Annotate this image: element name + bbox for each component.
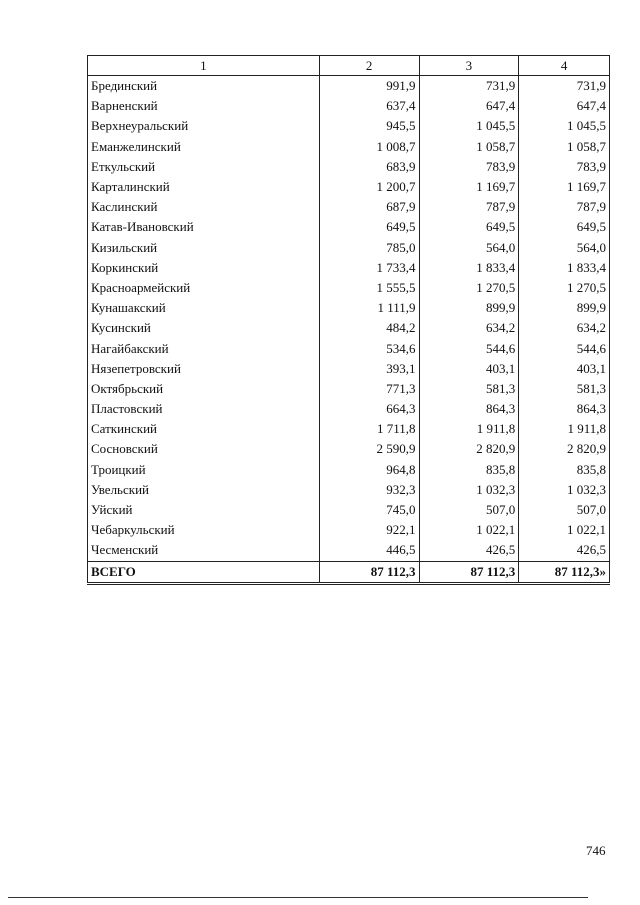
- value-col-2-cell: 393,1: [319, 359, 419, 379]
- table-row: [88, 96, 610, 116]
- district-name-cell: Варненский: [88, 96, 320, 116]
- district-name-cell: Троицкий: [88, 460, 320, 480]
- value-col-2-cell: 1 711,8: [319, 419, 419, 439]
- value-col-3-cell: 899,9: [419, 298, 519, 318]
- value-col-4-cell: 1 169,7: [519, 177, 610, 197]
- total-row: [88, 561, 610, 583]
- page-number: 746: [586, 843, 606, 858]
- district-name-cell: Саткинский: [88, 419, 320, 439]
- value-col-2-cell: 964,8: [319, 460, 419, 480]
- district-name-cell: Пластовский: [88, 399, 320, 419]
- district-name-cell: Нагайбакский: [88, 338, 320, 358]
- table-header-row: [88, 56, 610, 76]
- value-col-4-cell: 1 833,4: [519, 258, 610, 278]
- value-col-4-cell: 564,0: [519, 238, 610, 258]
- table-row: [88, 399, 610, 419]
- value-col-2-cell: 484,2: [319, 318, 419, 338]
- value-col-2-cell: 1 555,5: [319, 278, 419, 298]
- table-row: [88, 238, 610, 258]
- value-col-3-cell: 544,6: [419, 338, 519, 358]
- value-col-3-cell: 1 833,4: [419, 258, 519, 278]
- value-col-4-cell: 1 058,7: [519, 137, 610, 157]
- value-col-3-cell: 2 820,9: [419, 439, 519, 459]
- district-name-cell: Еманжелинский: [88, 137, 320, 157]
- value-col-4-cell: 835,8: [519, 460, 610, 480]
- value-col-2-cell: 637,4: [319, 96, 419, 116]
- header-col-3: 3: [419, 56, 519, 76]
- table-row: [88, 500, 610, 520]
- value-col-2-cell: 664,3: [319, 399, 419, 419]
- value-col-4-cell: 1 270,5: [519, 278, 610, 298]
- value-col-4-cell: 649,5: [519, 217, 610, 237]
- value-col-2-cell: 1 008,7: [319, 137, 419, 157]
- district-name-cell: Брединский: [88, 76, 320, 97]
- value-col-3-cell: 1 911,8: [419, 419, 519, 439]
- district-name-cell: Катав-Ивановский: [88, 217, 320, 237]
- value-col-2-cell: 683,9: [319, 157, 419, 177]
- table-row: [88, 177, 610, 197]
- value-col-4-cell: 1 022,1: [519, 520, 610, 540]
- table-row: [88, 278, 610, 298]
- value-col-3-cell: 731,9: [419, 76, 519, 97]
- value-col-4-cell: 634,2: [519, 318, 610, 338]
- value-col-4-cell: 899,9: [519, 298, 610, 318]
- total-label-cell: ВСЕГО: [88, 561, 320, 583]
- total-col-4-cell: 87 112,3»: [519, 561, 610, 583]
- value-col-3-cell: 835,8: [419, 460, 519, 480]
- value-col-4-cell: 581,3: [519, 379, 610, 399]
- table-row: [88, 217, 610, 237]
- table-row: [88, 379, 610, 399]
- table-row: [88, 480, 610, 500]
- value-col-4-cell: 731,9: [519, 76, 610, 97]
- value-col-3-cell: 403,1: [419, 359, 519, 379]
- district-name-cell: Красноармейский: [88, 278, 320, 298]
- table-row: [88, 439, 610, 459]
- table-row: [88, 338, 610, 358]
- total-col-2-cell: 87 112,3: [319, 561, 419, 583]
- value-col-4-cell: 1 911,8: [519, 419, 610, 439]
- value-col-2-cell: 785,0: [319, 238, 419, 258]
- district-name-cell: Нязепетровский: [88, 359, 320, 379]
- value-col-2-cell: 991,9: [319, 76, 419, 97]
- value-col-2-cell: 1 111,9: [319, 298, 419, 318]
- district-name-cell: Чебаркульский: [88, 520, 320, 540]
- total-col-3-cell: 87 112,3: [419, 561, 519, 583]
- table-row: [88, 258, 610, 278]
- value-col-3-cell: 426,5: [419, 540, 519, 561]
- header-col-1: 1: [88, 56, 320, 76]
- value-col-3-cell: 1 045,5: [419, 116, 519, 136]
- value-col-4-cell: 1 032,3: [519, 480, 610, 500]
- value-col-2-cell: 1 200,7: [319, 177, 419, 197]
- value-col-2-cell: 922,1: [319, 520, 419, 540]
- district-name-cell: Верхнеуральский: [88, 116, 320, 136]
- value-col-2-cell: 687,9: [319, 197, 419, 217]
- value-col-2-cell: 1 733,4: [319, 258, 419, 278]
- district-name-cell: Кунашакский: [88, 298, 320, 318]
- value-col-2-cell: 446,5: [319, 540, 419, 561]
- value-col-4-cell: 403,1: [519, 359, 610, 379]
- value-col-2-cell: 745,0: [319, 500, 419, 520]
- value-col-2-cell: 2 590,9: [319, 439, 419, 459]
- district-name-cell: Уйский: [88, 500, 320, 520]
- table-row: [88, 76, 610, 97]
- budget-table: [87, 55, 610, 585]
- district-name-cell: Кизильский: [88, 238, 320, 258]
- footer-rule: [8, 897, 588, 898]
- value-col-4-cell: 2 820,9: [519, 439, 610, 459]
- value-col-3-cell: 1 169,7: [419, 177, 519, 197]
- value-col-3-cell: 507,0: [419, 500, 519, 520]
- value-col-4-cell: 787,9: [519, 197, 610, 217]
- table-row: [88, 137, 610, 157]
- value-col-4-cell: 783,9: [519, 157, 610, 177]
- district-name-cell: Еткульский: [88, 157, 320, 177]
- value-col-2-cell: 932,3: [319, 480, 419, 500]
- header-col-4: 4: [519, 56, 610, 76]
- table-row: [88, 359, 610, 379]
- value-col-4-cell: 426,5: [519, 540, 610, 561]
- table-row: [88, 298, 610, 318]
- district-name-cell: Кусинский: [88, 318, 320, 338]
- value-col-2-cell: 649,5: [319, 217, 419, 237]
- table-row: [88, 157, 610, 177]
- value-col-3-cell: 864,3: [419, 399, 519, 419]
- value-col-3-cell: 581,3: [419, 379, 519, 399]
- table-row: [88, 460, 610, 480]
- value-col-4-cell: 1 045,5: [519, 116, 610, 136]
- header-col-2: 2: [319, 56, 419, 76]
- value-col-3-cell: 1 032,3: [419, 480, 519, 500]
- district-name-cell: Карталинский: [88, 177, 320, 197]
- value-col-3-cell: 1 022,1: [419, 520, 519, 540]
- value-col-4-cell: 507,0: [519, 500, 610, 520]
- value-col-3-cell: 1 058,7: [419, 137, 519, 157]
- district-name-cell: Коркинский: [88, 258, 320, 278]
- district-name-cell: Чесменский: [88, 540, 320, 561]
- value-col-4-cell: 864,3: [519, 399, 610, 419]
- value-col-2-cell: 771,3: [319, 379, 419, 399]
- value-col-3-cell: 564,0: [419, 238, 519, 258]
- table-row: [88, 197, 610, 217]
- district-name-cell: Сосновский: [88, 439, 320, 459]
- value-col-4-cell: 647,4: [519, 96, 610, 116]
- table-row: [88, 419, 610, 439]
- value-col-2-cell: 945,5: [319, 116, 419, 136]
- table-row: [88, 540, 610, 561]
- value-col-3-cell: 649,5: [419, 217, 519, 237]
- value-col-4-cell: 544,6: [519, 338, 610, 358]
- district-name-cell: Увельский: [88, 480, 320, 500]
- value-col-3-cell: 647,4: [419, 96, 519, 116]
- table-row: [88, 116, 610, 136]
- table-row: [88, 520, 610, 540]
- value-col-3-cell: 1 270,5: [419, 278, 519, 298]
- table-row: [88, 318, 610, 338]
- value-col-3-cell: 783,9: [419, 157, 519, 177]
- value-col-3-cell: 787,9: [419, 197, 519, 217]
- district-name-cell: Октябрьский: [88, 379, 320, 399]
- value-col-3-cell: 634,2: [419, 318, 519, 338]
- district-name-cell: Каслинский: [88, 197, 320, 217]
- value-col-2-cell: 534,6: [319, 338, 419, 358]
